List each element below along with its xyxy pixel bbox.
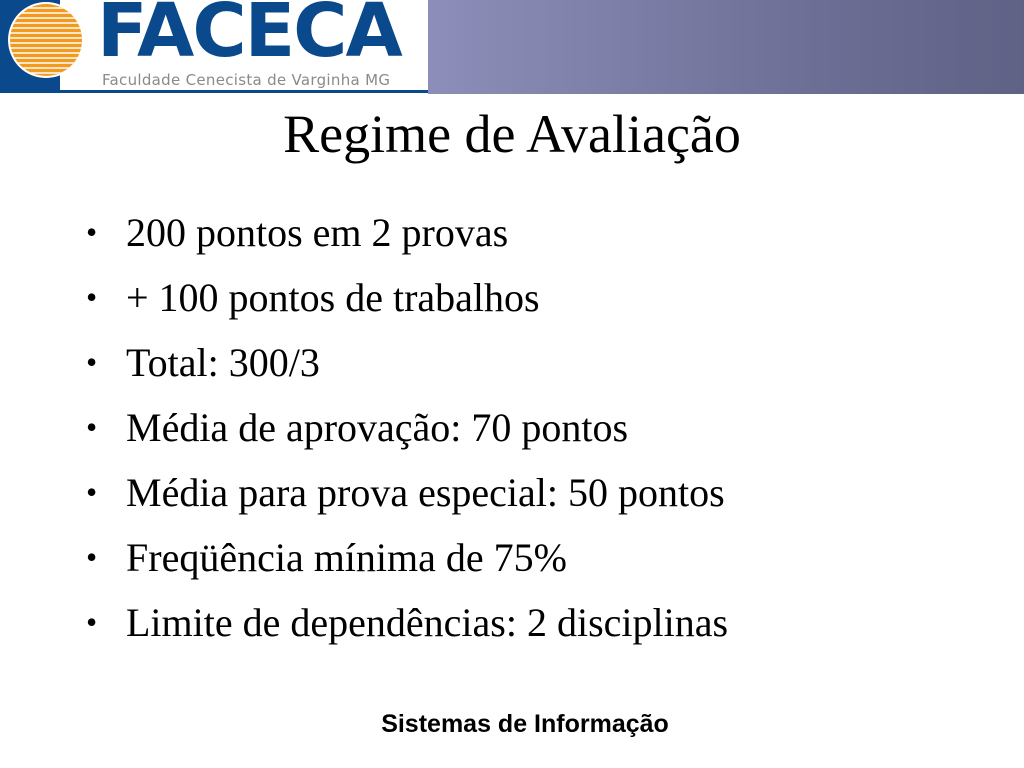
- bullet-item: [86, 265, 728, 330]
- bullet-text: 200 pontos em 2 provas: [126, 210, 509, 255]
- bullet-item: [86, 395, 728, 460]
- logo-underline: [0, 90, 428, 93]
- bullet-glyph: •: [86, 539, 98, 575]
- bullet-item: [86, 200, 728, 265]
- logo-emblem-icon: [0, 0, 96, 90]
- bullet-text: Média para prova especial: 50 pontos: [126, 470, 725, 515]
- bullet-glyph: •: [86, 214, 98, 250]
- bullet-text: Total: 300/3: [126, 340, 320, 385]
- bullet-glyph: •: [86, 604, 98, 640]
- bullet-text: Freqüência mínima de 75%: [126, 535, 567, 580]
- logo-wordmark: FACECA: [97, 0, 401, 74]
- slide-title: Regime de Avaliação: [283, 104, 741, 164]
- bullet-item: [86, 590, 728, 655]
- bullet-glyph: •: [86, 474, 98, 510]
- bullet-list: [86, 200, 728, 655]
- faceca-logo: [0, 0, 428, 94]
- bullet-glyph: •: [86, 279, 98, 315]
- bullet-text: + 100 pontos de trabalhos: [126, 275, 540, 320]
- footer-course-name: Sistemas de Informação: [381, 710, 669, 738]
- bullet-glyph: •: [86, 344, 98, 380]
- bullet-text: Limite de dependências: 2 disciplinas: [126, 600, 729, 645]
- logo-tagline: Faculdade Cenecista de Varginha MG: [102, 71, 391, 89]
- bullet-item: [86, 460, 728, 525]
- bullet-item: [86, 525, 728, 590]
- bullet-text: Média de aprovação: 70 pontos: [126, 405, 629, 450]
- bullet-glyph: •: [86, 409, 98, 445]
- bullet-item: [86, 330, 728, 395]
